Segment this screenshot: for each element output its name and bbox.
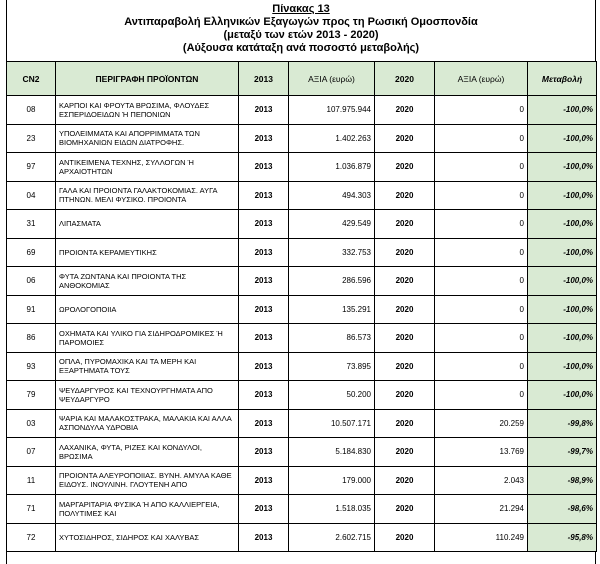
table-row bbox=[7, 295, 597, 324]
header-year-2020: 2020 bbox=[375, 62, 435, 96]
change-cell: -98,9% bbox=[528, 466, 597, 495]
header-change: Μεταβολή bbox=[528, 62, 597, 96]
value-2020-cell: 0 bbox=[435, 324, 528, 353]
year-2020-cell: 2020 bbox=[375, 124, 435, 153]
change-cell: -98,6% bbox=[528, 495, 597, 524]
header-year-2013: 2013 bbox=[239, 62, 289, 96]
year-2013-cell: 2013 bbox=[239, 523, 289, 552]
table-caption bbox=[6, 0, 596, 61]
description-cell: ΦΥΤΑ ΖΩΝΤΑΝΑ ΚΑΙ ΠΡΟΙΟΝΤΑ ΤΗΣ ΑΝΘΟΚΟΜΙΑΣ bbox=[56, 267, 239, 296]
year-2013-cell: 2013 bbox=[239, 181, 289, 210]
cn2-cell: 97 bbox=[7, 153, 56, 182]
value-2013-cell: 135.291 bbox=[289, 295, 375, 324]
value-2020-cell: 0 bbox=[435, 295, 528, 324]
value-2020-cell: 0 bbox=[435, 181, 528, 210]
cn2-cell: 91 bbox=[7, 295, 56, 324]
exports-table bbox=[6, 61, 597, 552]
year-2020-cell: 2020 bbox=[375, 210, 435, 239]
description-cell: ΧΥΤΟΣΙΔΗΡΟΣ, ΣΙΔΗΡΟΣ ΚΑΙ ΧΑΛΥΒΑΣ bbox=[56, 523, 239, 552]
year-2013-cell: 2013 bbox=[239, 96, 289, 125]
cn2-cell: 08 bbox=[7, 96, 56, 125]
change-cell: -100,0% bbox=[528, 352, 597, 381]
year-2020-cell: 2020 bbox=[375, 96, 435, 125]
table-row bbox=[7, 124, 597, 153]
value-2013-cell: 1.036.879 bbox=[289, 153, 375, 182]
year-2020-cell: 2020 bbox=[375, 409, 435, 438]
change-cell: -100,0% bbox=[528, 124, 597, 153]
year-2013-cell: 2013 bbox=[239, 381, 289, 410]
value-2020-cell: 0 bbox=[435, 381, 528, 410]
description-cell: ΩΡΟΛΟΓΟΠΟΙΙΑ bbox=[56, 295, 239, 324]
description-cell: ΓΑΛΑ ΚΑΙ ΠΡΟΙΟΝΤΑ ΓΑΛΑΚΤΟΚΟΜΙΑΣ. ΑΥΓΑ ΠΤΗΝΩΝ. ΜΕΛΙ ΦΥΣΙΚΟ. ΠΡΟΙΟΝΤΑ bbox=[56, 181, 239, 210]
table-row bbox=[7, 523, 597, 552]
value-2013-cell: 107.975.944 bbox=[289, 96, 375, 125]
cn2-cell: 86 bbox=[7, 324, 56, 353]
value-2020-cell: 0 bbox=[435, 238, 528, 267]
header-cn2: CN2 bbox=[7, 62, 56, 96]
change-cell: -99,8% bbox=[528, 409, 597, 438]
caption-title: Πίνακας 13 bbox=[272, 3, 330, 15]
year-2020-cell: 2020 bbox=[375, 153, 435, 182]
year-2013-cell: 2013 bbox=[239, 210, 289, 239]
description-cell: ΠΡΟΙΟΝΤΑ ΚΕΡΑΜΕΥΤΙΚΗΣ bbox=[56, 238, 239, 267]
change-cell: -95,8% bbox=[528, 523, 597, 552]
year-2013-cell: 2013 bbox=[239, 267, 289, 296]
description-cell: ΟΠΛΑ, ΠΥΡΟΜΑΧΙΚΑ ΚΑΙ ΤΑ ΜΕΡΗ ΚΑΙ ΕΞΑΡΤΗΜΑΤΑ ΤΟΥΣ bbox=[56, 352, 239, 381]
value-2013-cell: 73.895 bbox=[289, 352, 375, 381]
cn2-cell: 69 bbox=[7, 238, 56, 267]
value-2020-cell: 0 bbox=[435, 153, 528, 182]
change-cell: -100,0% bbox=[528, 267, 597, 296]
caption-sort-note: (Αύξουσα κατάταξη ανά ποσοστό μεταβολής) bbox=[182, 42, 420, 54]
year-2020-cell: 2020 bbox=[375, 523, 435, 552]
cn2-cell: 06 bbox=[7, 267, 56, 296]
value-2020-cell: 0 bbox=[435, 124, 528, 153]
table-row bbox=[7, 466, 597, 495]
cn2-cell: 23 bbox=[7, 124, 56, 153]
value-2013-cell: 332.753 bbox=[289, 238, 375, 267]
value-2020-cell: 110.249 bbox=[435, 523, 528, 552]
table-row bbox=[7, 381, 597, 410]
year-2013-cell: 2013 bbox=[239, 466, 289, 495]
value-2020-cell: 0 bbox=[435, 267, 528, 296]
change-cell: -100,0% bbox=[528, 295, 597, 324]
value-2013-cell: 179.000 bbox=[289, 466, 375, 495]
value-2013-cell: 1.518.035 bbox=[289, 495, 375, 524]
year-2020-cell: 2020 bbox=[375, 238, 435, 267]
cn2-cell: 93 bbox=[7, 352, 56, 381]
year-2013-cell: 2013 bbox=[239, 495, 289, 524]
year-2020-cell: 2020 bbox=[375, 181, 435, 210]
year-2020-cell: 2020 bbox=[375, 381, 435, 410]
description-cell: ΠΡΟΙΟΝΤΑ ΑΛΕΥΡΟΠΟΙΙΑΣ. ΒΥΝΗ. ΑΜΥΛΑ ΚΑΘΕ ΕΙΔΟΥΣ. ΙΝΟΥΛΙΝΗ. ΓΛΟΥΤΕΝΗ ΑΠΟ bbox=[56, 466, 239, 495]
table-row bbox=[7, 181, 597, 210]
value-2013-cell: 286.596 bbox=[289, 267, 375, 296]
value-2013-cell: 494.303 bbox=[289, 181, 375, 210]
change-cell: -100,0% bbox=[528, 153, 597, 182]
header-description: ΠΕΡΙΓΡΑΦΗ ΠΡΟΪΟΝΤΩΝ bbox=[56, 62, 239, 96]
year-2013-cell: 2013 bbox=[239, 324, 289, 353]
cn2-cell: 11 bbox=[7, 466, 56, 495]
value-2020-cell: 13.769 bbox=[435, 438, 528, 467]
change-cell: -100,0% bbox=[528, 324, 597, 353]
table-row bbox=[7, 238, 597, 267]
value-2020-cell: 0 bbox=[435, 210, 528, 239]
value-2013-cell: 10.507.171 bbox=[289, 409, 375, 438]
description-cell: ΚΑΡΠΟΙ ΚΑΙ ΦΡΟΥΤΑ ΒΡΩΣΙΜΑ, ΦΛΟΥΔΕΣ ΕΣΠΕΡΙΔΟΕΙΔΩΝ Ή ΠΕΠΟΝΙΩΝ bbox=[56, 96, 239, 125]
change-cell: -100,0% bbox=[528, 238, 597, 267]
year-2013-cell: 2013 bbox=[239, 153, 289, 182]
change-cell: -100,0% bbox=[528, 381, 597, 410]
value-2013-cell: 429.549 bbox=[289, 210, 375, 239]
change-cell: -100,0% bbox=[528, 96, 597, 125]
header-row bbox=[7, 62, 597, 96]
table-row bbox=[7, 324, 597, 353]
value-2013-cell: 2.602.715 bbox=[289, 523, 375, 552]
change-cell: -100,0% bbox=[528, 181, 597, 210]
description-cell: ΜΑΡΓΑΡΙΤΑΡΙΑ ΦΥΣΙΚΑ Ή ΑΠΟ ΚΑΛΛΙΕΡΓΕΙΑ, ΠΟΛΥΤΙΜΕΣ ΚΑΙ bbox=[56, 495, 239, 524]
table-row bbox=[7, 267, 597, 296]
value-2013-cell: 5.184.830 bbox=[289, 438, 375, 467]
year-2020-cell: 2020 bbox=[375, 495, 435, 524]
value-2013-cell: 1.402.263 bbox=[289, 124, 375, 153]
table-row bbox=[7, 96, 597, 125]
year-2020-cell: 2020 bbox=[375, 466, 435, 495]
cn2-cell: 71 bbox=[7, 495, 56, 524]
cn2-cell: 31 bbox=[7, 210, 56, 239]
cn2-cell: 72 bbox=[7, 523, 56, 552]
value-2013-cell: 86.573 bbox=[289, 324, 375, 353]
value-2020-cell: 2.043 bbox=[435, 466, 528, 495]
change-cell: -100,0% bbox=[528, 210, 597, 239]
value-2020-cell: 21.294 bbox=[435, 495, 528, 524]
caption-subtitle: Αντιπαραβολή Ελληνικών Εξαγωγών προς τη Ρωσική Ομοσπονδία bbox=[124, 16, 478, 28]
header-value-2020: ΑΞΙΑ (ευρώ) bbox=[435, 62, 528, 96]
cn2-cell: 07 bbox=[7, 438, 56, 467]
table-row bbox=[7, 438, 597, 467]
year-2020-cell: 2020 bbox=[375, 295, 435, 324]
description-cell: ΨΕΥΔΑΡΓΥΡΟΣ ΚΑΙ ΤΕΧΝΟΥΡΓΗΜΑΤΑ ΑΠΟ ΨΕΥΔΑΡΓΥΡΟ bbox=[56, 381, 239, 410]
description-cell: ΟΧΗΜΑΤΑ ΚΑΙ ΥΛΙΚΟ ΓΙΑ ΣΙΔΗΡΟΔΡΟΜΙΚΕΣ Ή ΠΑΡΟΜΟΙΕΣ bbox=[56, 324, 239, 353]
value-2020-cell: 20.259 bbox=[435, 409, 528, 438]
cn2-cell: 79 bbox=[7, 381, 56, 410]
table-row bbox=[7, 352, 597, 381]
table-row bbox=[7, 153, 597, 182]
description-cell: ΨΑΡΙΑ ΚΑΙ ΜΑΛΑΚΟΣΤΡΑΚΑ, ΜΑΛΑΚΙΑ ΚΑΙ ΑΛΛΑ ΑΣΠΟΝΔΥΛΑ ΥΔΡΟΒΙΑ bbox=[56, 409, 239, 438]
description-cell: ΑΝΤΙΚΕΙΜΕΝΑ ΤΕΧΝΗΣ, ΣΥΛΛΟΓΩΝ Ή ΑΡΧΑΙΟΤΗΤΩΝ bbox=[56, 153, 239, 182]
change-cell: -99,7% bbox=[528, 438, 597, 467]
year-2020-cell: 2020 bbox=[375, 324, 435, 353]
year-2013-cell: 2013 bbox=[239, 238, 289, 267]
cn2-cell: 03 bbox=[7, 409, 56, 438]
description-cell: ΥΠΟΛΕΙΜΜΑΤΑ ΚΑΙ ΑΠΟΡΡΙΜΜΑΤΑ ΤΩΝ ΒΙΟΜΗΧΑΝΙΩΝ ΕΙΔΩΝ ΔΙΑΤΡΟΦΗΣ. bbox=[56, 124, 239, 153]
year-2013-cell: 2013 bbox=[239, 295, 289, 324]
year-2013-cell: 2013 bbox=[239, 438, 289, 467]
year-2020-cell: 2020 bbox=[375, 352, 435, 381]
table-row bbox=[7, 210, 597, 239]
description-cell: ΛΑΧΑΝΙΚΑ, ΦΥΤΑ, ΡΙΖΕΣ ΚΑΙ ΚΟΝΔΥΛΟΙ, ΒΡΩΣΙΜΑ bbox=[56, 438, 239, 467]
year-2013-cell: 2013 bbox=[239, 352, 289, 381]
year-2020-cell: 2020 bbox=[375, 438, 435, 467]
value-2020-cell: 0 bbox=[435, 96, 528, 125]
table-row bbox=[7, 409, 597, 438]
value-2013-cell: 50.200 bbox=[289, 381, 375, 410]
year-2013-cell: 2013 bbox=[239, 409, 289, 438]
cn2-cell: 04 bbox=[7, 181, 56, 210]
caption-period: (μεταξύ των ετών 2013 - 2020) bbox=[223, 29, 379, 41]
value-2020-cell: 0 bbox=[435, 352, 528, 381]
header-value-2013: ΑΞΙΑ (ευρώ) bbox=[289, 62, 375, 96]
year-2020-cell: 2020 bbox=[375, 267, 435, 296]
table-row bbox=[7, 495, 597, 524]
year-2013-cell: 2013 bbox=[239, 124, 289, 153]
description-cell: ΛΙΠΑΣΜΑΤΑ bbox=[56, 210, 239, 239]
